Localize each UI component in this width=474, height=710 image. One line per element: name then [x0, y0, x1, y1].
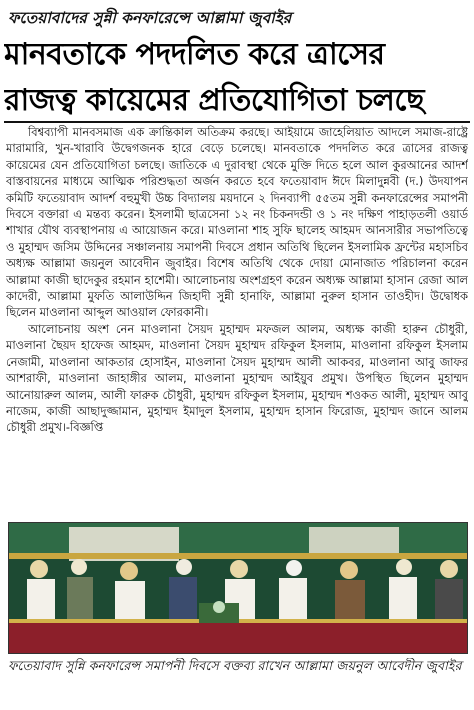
headline-line-2: রাজত্ব কায়েমের প্রতিযোগিতা চলছে — [4, 83, 425, 118]
headline-line-1: মানবতাকে পদদলিত করে ত্রাসের — [4, 37, 385, 72]
event-photo — [8, 522, 468, 654]
stage-scene-image — [9, 523, 468, 654]
article-body — [6, 124, 468, 524]
headline-divider — [4, 121, 470, 123]
headline-kicker: ফতেয়াবাদের সুন্নী কনফারেন্সে আল্লামা জুবাইর — [8, 9, 292, 27]
photo-caption: ফতেয়াবাদ সুন্নি কনফারেন্স সমাপনী দিবসে বক্তব্য রাখেন আল্লামা জয়নুল আবেদীন জুবাইর — [8, 659, 462, 674]
article-paragraph-2: আলোচনায় অংশ নেন মাওলানা সৈয়দ মুহাম্মদ মফজল আলম, অধ্যক্ষ কাজী হারুন চৌধুরী, মাওলানা ছৈয়দ হাফেজ আহমদ, মাওলানা সৈয়দ মুহাম্মদ রফিকুল ইসলাম, মাওলানা রফিকুল ইসলাম নেজামী, মাওলানা আকতার হোসাইন, মাওলানা সৈয়দ মুহাম্মদ আলী আকবর, মাওলানা আবু জাফর আশরাফী, মাওলানা জাহাঙ্গীর আলম, মাওলানা মুহাম্মদ আইয়ুব প্রমুখ। উপস্থিত ছিলেন মুহাম্মদ আনোয়ারুল আলম, আলী ফারুক চৌধুরী, মুহাম্মদ রফিকুল ইসলাম, মুহাম্মদ শওকত আলী, মুহাম্মদ আবু নাজেম, কাজী আছাদুজ্জামান, মুহাম্মদ ইমাদুল ইসলাম, মুহাম্মদ হাসান ফিরোজ, মুহাম্মদ জানে আলম চৌধুরী প্রমুখ।-বিজ্ঞপ্তি — [6, 321, 468, 435]
article-paragraph-1: বিশ্বব্যাপী মানবসমাজ এক ক্রান্তিকাল অতিক্রম করছে। আইয়ামে জাহেলিয়াত আদলে সমাজ-রাষ্ট্রে মারামারি, খুন-খারাবি উদ্বেগজনক হারে বেড়ে চলেছে। মানবতাকে পদদলিত করে ত্রাসের রাজত্ব কায়েমের যেন প্রতিযোগিতা চলছে। জাতিকে এ দুরাবস্থা থেকে মুক্তি দিতে হলে আল কুরআনের আদর্শ বাস্তবায়নের মাধ্যমে আত্মিক পরিশুদ্ধতা অর্জন করতে হবে ফতেয়াবাদ ঈদে মিলাদুন্নবী (দ.) উদযাপন কমিটি ফতেয়াবাদ আদর্শ বহুমুখী উচ্চ বিদ্যালয় ময়দানে ২ দিনব্যাপী ৫৫তম সুন্নী কনফারেন্সের সমাপনী দিবসে বক্তারা এ মন্তব্য করেন। ইসলামী ছাত্রসেনা ১২ নং চিকনদন্ডী ও ১ নং দক্ষিণ পাহাড়তলী ওয়ার্ড শাখার যৌথ ব্যবস্থাপনায় এ আয়োজন করে। মাওলানা শাহ সুফি ছালেহ আহমদ আনসারীর সভাপতিত্বে ও মুহাম্মদ জসিম উদ্দিনের সঞ্চালনায় সমাপনী দিবসে প্রধান অতিথি ছিলেন ইসলামিক ফ্রন্টের মহাসচিব অধ্যক্ষ আল্লামা জয়নুল আবেদীন জুবাইর। বিশেষ অতিথি থেকে দোয়া মোনাজাত পরিচালনা করেন আল্লামা কাজী ছাদেকুর রহমান হাশেমী। আলোচনায় অংশগ্রহণ করেন অধ্যক্ষ আল্লামা হাসান রেজা আল কাদেরী, আল্লামা মুফতি আলাউদ্দিন জিহাদী সুন্নী হানাফি, আল্লামা নুরুল হাসান তাওহীদ। উদ্বোধক ছিলেন মাওলানা আব্দুল আওয়াল ফোরকানী। — [6, 125, 468, 320]
